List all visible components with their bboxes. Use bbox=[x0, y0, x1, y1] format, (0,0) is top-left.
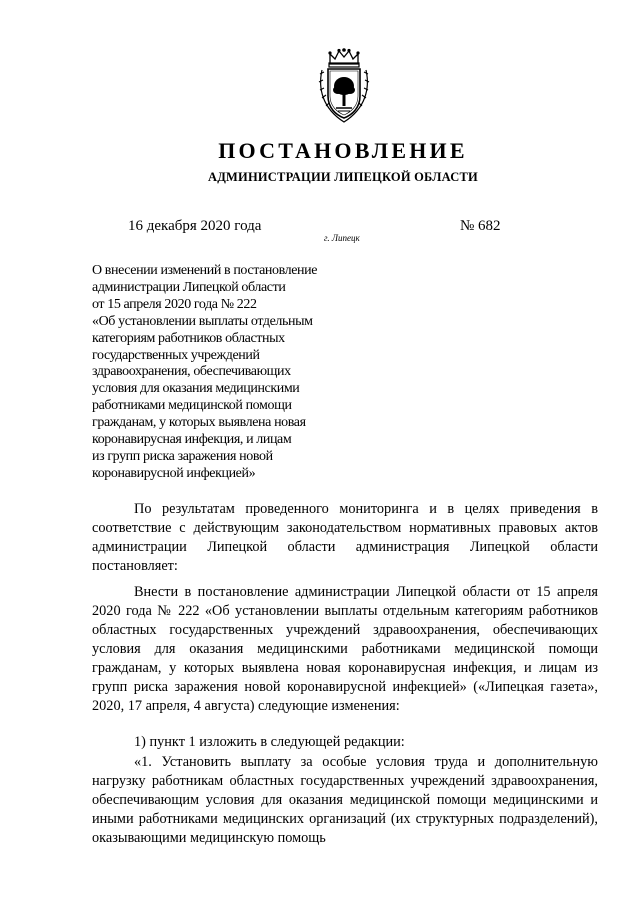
coat-of-arms-emblem bbox=[316, 48, 372, 124]
amendment-paragraph: Внести в постановление администрации Липецкой области от 15 апреля 2020 года № 222 «Об установлении выплаты отдельным категориям работников областных государственных учреждений здравоохранения, обеспечивающих условия для оказания медицинскими работниками медицинской помощи гражданам, у которых выявлена новая коронавирусная инфекция, и лицам из групп риска заражения новой коронавирусной инфекцией» («Липецкая газета», 2020, 17 апреля, 4 августа) следующие изменения: bbox=[92, 584, 598, 714]
heading-line: здравоохранения, обеспечивающих bbox=[92, 364, 291, 380]
heading-line: условия для оказания медицинскими bbox=[92, 381, 300, 397]
heading-line: из групп риска заражения новой bbox=[92, 448, 273, 464]
heading-line: коронавирусной инфекцией» bbox=[92, 465, 256, 481]
heading-line: коронавирусная инфекция, и лицам bbox=[92, 432, 292, 448]
heading-line: государственных учреждений bbox=[92, 347, 260, 363]
issuing-authority: АДМИНИСТРАЦИИ ЛИПЕЦКОЙ ОБЛАСТИ bbox=[208, 170, 478, 184]
document-city: г. Липецк bbox=[324, 233, 360, 243]
heading-line: работниками медицинской помощи bbox=[92, 398, 292, 414]
resolution-heading bbox=[92, 263, 372, 483]
document-date: 16 декабря 2020 года bbox=[128, 218, 262, 234]
document-number: № 682 bbox=[460, 218, 501, 234]
preamble-paragraph: По результатам проведенного мониторинга и в целях приведения в соответствие с действующим законодательством нормативных правовых актов администрации Липецкой области администрация Липецкой области постановляет: bbox=[92, 501, 598, 574]
new-wording-paragraph: «1. Установить выплату за особые условия труда и дополнительную нагрузку работникам областных государственных учреждений здравоохранения, обеспечивающим условия для оказания медицинской помощи медицинскими и иными работниками медицинских организаций (их структурных подразделений), оказывающими медицинскую помощь bbox=[92, 754, 598, 846]
item-1-paragraph: 1) пункт 1 изложить в следующей редакции: bbox=[134, 734, 405, 750]
heading-line: от 15 апреля 2020 года № 222 bbox=[92, 296, 257, 312]
heading-line: гражданам, у которых выявлена новая bbox=[92, 415, 306, 431]
document-title: ПОСТАНОВЛЕНИЕ bbox=[218, 138, 468, 163]
heading-line: О внесении изменений в постановление bbox=[92, 263, 318, 278]
heading-line: категориям работников областных bbox=[92, 330, 285, 346]
heading-line: «Об установлении выплаты отдельным bbox=[92, 313, 313, 329]
heading-line: администрации Липецкой области bbox=[92, 279, 286, 295]
